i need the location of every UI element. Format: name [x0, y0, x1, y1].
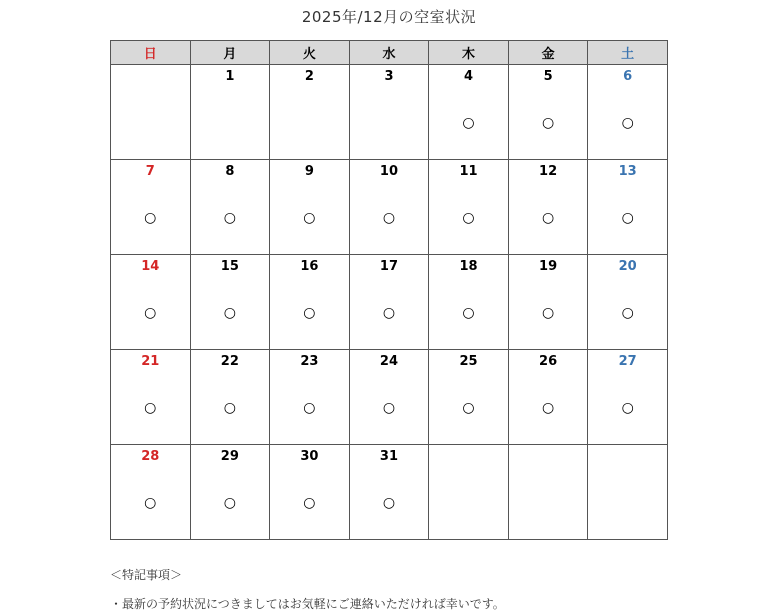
- day-number: 25: [459, 354, 478, 369]
- availability-mark: ○: [223, 400, 236, 416]
- day-number: 23: [300, 354, 319, 369]
- calendar-day-cell: [429, 65, 509, 160]
- availability-mark: ○: [144, 400, 157, 416]
- calendar-day-cell: [508, 445, 588, 540]
- calendar-day-cell: [588, 160, 668, 255]
- calendar-day-cell: [270, 255, 350, 350]
- availability-mark: ○: [303, 305, 316, 321]
- availability-mark: ○: [223, 305, 236, 321]
- day-number: 2: [304, 69, 314, 84]
- availability-mark: ○: [462, 400, 475, 416]
- calendar-day-cell: [190, 445, 270, 540]
- weekday-sunday: 日: [111, 41, 191, 65]
- day-number: 27: [618, 354, 637, 369]
- calendar-day-cell: [190, 350, 270, 445]
- calendar-day-cell: [588, 445, 668, 540]
- weekday-tuesday: 火: [270, 41, 350, 65]
- calendar-week-row: [111, 350, 668, 445]
- day-number: 14: [141, 259, 160, 274]
- availability-mark: ○: [303, 210, 316, 226]
- availability-mark: ○: [621, 210, 634, 226]
- day-number: 1: [225, 69, 235, 84]
- calendar-week-row: [111, 65, 668, 160]
- calendar-day-cell: [508, 65, 588, 160]
- availability-mark: ○: [144, 210, 157, 226]
- calendar-day-cell: [429, 160, 509, 255]
- calendar-day-cell: [190, 160, 270, 255]
- day-number: 15: [220, 259, 239, 274]
- availability-mark: ○: [144, 305, 157, 321]
- day-number: 24: [379, 354, 399, 369]
- availability-mark: ○: [223, 210, 236, 226]
- calendar-day-cell: [349, 255, 429, 350]
- day-number: 31: [379, 449, 399, 464]
- availability-mark: ○: [382, 210, 396, 226]
- calendar-day-cell: [270, 160, 350, 255]
- weekday-thursday: 木: [429, 41, 509, 65]
- day-number: 11: [459, 164, 478, 179]
- calendar-day-cell: [111, 255, 191, 350]
- availability-mark: ○: [382, 495, 396, 511]
- weekday-header-row: [111, 41, 668, 65]
- availability-mark: ○: [621, 115, 634, 131]
- day-number: 28: [141, 449, 160, 464]
- day-number: 9: [304, 164, 314, 179]
- calendar-day-cell: [349, 65, 429, 160]
- availability-mark: ○: [621, 305, 634, 321]
- day-number: 6: [623, 69, 633, 84]
- availability-mark: ○: [382, 400, 396, 416]
- calendar-day-cell: [190, 65, 270, 160]
- availability-calendar: [110, 40, 668, 540]
- day-number: 12: [539, 164, 558, 179]
- day-number: [509, 449, 588, 465]
- day-number: 21: [141, 354, 160, 369]
- day-number: 29: [220, 449, 239, 464]
- availability-mark: ○: [541, 400, 555, 416]
- calendar-day-cell: [429, 350, 509, 445]
- day-number: 8: [225, 164, 235, 179]
- calendar-day-cell: [508, 255, 588, 350]
- day-number: 17: [379, 259, 399, 274]
- availability-mark: ○: [541, 115, 555, 131]
- day-number: 18: [459, 259, 478, 274]
- weekday-monday: 月: [190, 41, 270, 65]
- calendar-day-cell: [111, 160, 191, 255]
- day-number: [429, 449, 508, 465]
- notes-line: ・最新の予約状況につきましてはお気軽にご連絡いただければ幸いです。: [110, 597, 505, 611]
- calendar-day-cell: [111, 350, 191, 445]
- calendar-day-cell: [508, 160, 588, 255]
- day-number: [111, 69, 190, 85]
- calendar-day-cell: [508, 350, 588, 445]
- calendar-day-cell: [270, 65, 350, 160]
- calendar-day-cell: [349, 445, 429, 540]
- calendar-day-cell: [349, 350, 429, 445]
- day-number: 3: [384, 69, 394, 84]
- day-number: 4: [464, 69, 474, 84]
- day-number: 16: [300, 259, 319, 274]
- availability-mark: ○: [462, 305, 475, 321]
- special-notes: [110, 566, 505, 612]
- weekday-wednesday: 水: [349, 41, 429, 65]
- availability-mark: ○: [144, 495, 157, 511]
- calendar-day-cell: [111, 65, 191, 160]
- calendar-day-cell: [429, 445, 509, 540]
- weekday-friday: 金: [508, 41, 588, 65]
- calendar-day-cell: [190, 255, 270, 350]
- weekday-saturday: 土: [588, 41, 668, 65]
- day-number: 30: [300, 449, 319, 464]
- calendar-day-cell: [588, 255, 668, 350]
- calendar-day-cell: [429, 255, 509, 350]
- day-number: 5: [543, 69, 553, 84]
- day-number: 22: [220, 354, 239, 369]
- availability-mark: ○: [541, 210, 555, 226]
- availability-mark: ○: [223, 495, 236, 511]
- calendar-day-cell: [588, 350, 668, 445]
- day-number: 26: [539, 354, 558, 369]
- day-number: 13: [618, 164, 637, 179]
- availability-mark: ○: [303, 495, 316, 511]
- availability-mark: ○: [303, 400, 316, 416]
- calendar-day-cell: [111, 445, 191, 540]
- calendar-week-row: [111, 445, 668, 540]
- day-number: 10: [379, 164, 399, 179]
- calendar-day-cell: [270, 445, 350, 540]
- availability-mark: ○: [621, 400, 634, 416]
- page-title: 2025年/12月の空室状況: [301, 8, 477, 26]
- calendar-day-cell: [588, 65, 668, 160]
- availability-mark: ○: [462, 115, 475, 131]
- day-number: 19: [539, 259, 558, 274]
- availability-mark: ○: [462, 210, 475, 226]
- calendar-day-cell: [270, 350, 350, 445]
- day-number: 20: [618, 259, 637, 274]
- notes-heading: ＜特記事項＞: [110, 568, 183, 582]
- day-number: 7: [145, 164, 155, 179]
- calendar-week-row: [111, 160, 668, 255]
- availability-mark: ○: [541, 305, 555, 321]
- calendar-day-cell: [349, 160, 429, 255]
- calendar-week-row: [111, 255, 668, 350]
- availability-mark: ○: [382, 305, 396, 321]
- day-number: [588, 449, 667, 465]
